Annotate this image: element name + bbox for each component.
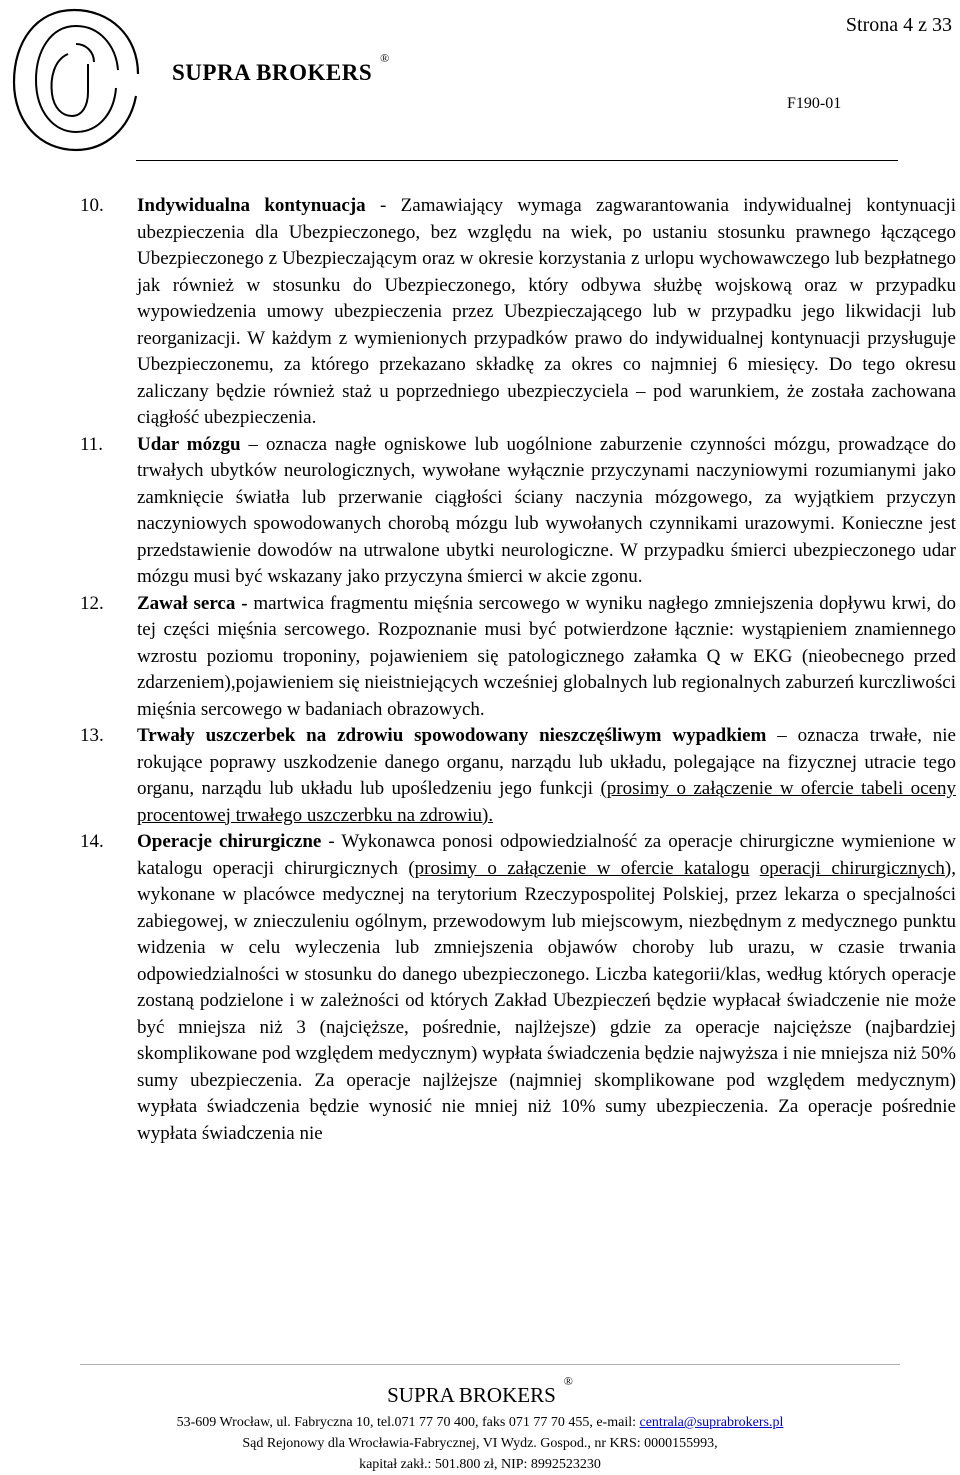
- item-underlined-note-cont: operacji chirurgicznych),: [759, 857, 956, 879]
- item-paragraph: [137, 193, 956, 432]
- footer-divider: [80, 1364, 900, 1365]
- item-paragraph: [137, 432, 956, 591]
- item-paragraph: [137, 829, 956, 1147]
- item-body: – oznacza nagłe ogniskowe lub uogólnione zaburzenie czynności mózgu, prowadzące do trwałych ubytków neurologicznych, wywołane wyłącznie przyczynami naczyniowymi rozumianymi jako zamknięcie światła lub przerwanie ciągłości ściany naczynia mózgowego, za wyjątkiem przyczyn naczyniowych spowodowanych chorobą mózgu lub wywołanych czynnikami urazowymi. Konieczne jest przedstawienie dowodów na utrwalone ubytki neurologiczne. W przypadku śmierci ubezpieczonego udar mózgu musi być wskazany jako przyczyna śmierci w akcie zgonu.: [137, 433, 956, 587]
- item-title: Udar mózgu: [137, 433, 241, 455]
- item-underlined-note: (prosimy o załączenie w ofercie tabeli oceny procentowej trwałego uszczerbku na zdrowiu).: [137, 778, 957, 826]
- footer-brand-name: SUPRA BROKERS: [387, 1383, 556, 1407]
- list-item: [0, 193, 960, 432]
- document-code: F190-01: [787, 95, 842, 112]
- footer-capital-line: kapitał zakł.: 501.800 zł, NIP: 8992523230: [359, 1457, 601, 1472]
- footer-brand: [0, 1374, 960, 1408]
- item-number: 14.: [80, 831, 104, 852]
- footer-court-line: Sąd Rejonowy dla Wrocławia-Fabrycznej, VI Wydz. Gospod., nr KRS: 0000155993,: [242, 1436, 718, 1451]
- footer-email-link[interactable]: centrala@suprabrokers.pl: [639, 1415, 784, 1430]
- page-number: Strona 4 z 33: [845, 14, 952, 36]
- item-paragraph: [137, 723, 956, 829]
- item-spacer: [749, 858, 759, 879]
- list-item: [0, 432, 960, 591]
- stylized-open-circle-logo-icon: [6, 4, 146, 154]
- footer-address: 53-609 Wrocław, ul. Fabryczna 10, tel.071 77 70 400, faks 071 77 70 455, e-mail:: [176, 1415, 640, 1430]
- item-number: 11.: [80, 433, 104, 455]
- item-body: – oznacza trwałe, nie rokujące poprawy uszkodzenie danego organu, narządu lub układu, polegające na fizycznej utracie tego organu, narządu lub układu lub upośledzeniu jego funkcji: [137, 725, 956, 799]
- item-title: Zawał serca -: [137, 592, 248, 614]
- item-title: Operacje chirurgiczne: [137, 831, 322, 852]
- list-item: [0, 591, 960, 724]
- item-number: 13.: [80, 725, 104, 746]
- list-item: [0, 723, 960, 829]
- item-number: 10.: [80, 195, 104, 216]
- registered-mark: ®: [380, 51, 390, 66]
- item-title: Indywidualna kontynuacja: [137, 195, 366, 216]
- footer-address-line: [0, 1415, 960, 1431]
- item-title: Trwały uszczerbek na zdrowiu spowodowany nieszczęśliwym wypadkiem: [137, 725, 767, 746]
- item-underlined-note: (prosimy o załączenie w ofercie katalogu: [408, 857, 750, 879]
- footer-registered-mark: ®: [563, 1374, 573, 1388]
- item-body: martwica fragmentu mięśnia sercowego w wyniku nagłego zmniejszenia dopływu krwi, do tej części mięśnia sercowego. Rozpoznanie musi być potwierdzone łącznie: wystąpieniem znamiennego wzrostu poziomu troponiny, pojawieniem się patologicznego załamka Q w EKG (nieobecnego przed zdarzeniem),pojawieniem się nieistniejących wcześniej globalnych lub regionalnych zaburzeń kurczliwości mięśnia sercowego w badaniach obrazowych.: [137, 592, 956, 720]
- header-divider: [136, 160, 898, 161]
- item-body-intro: - Wykonawca ponosi odpowiedzialność za operacje chirurgiczne wymienione w katalogu operacji chirurgicznych: [137, 831, 956, 879]
- document-body: [0, 193, 960, 1147]
- list-item: [0, 829, 960, 1147]
- item-paragraph: [137, 591, 956, 724]
- item-body: wykonane w placówce medycznej na terytorium Rzeczypospolitej Polskiej, przez lekarza o specjalności zabiegowej, w znieczuleniu ogólnym, przewodowym lub miejscowym, niezbędnym z medycznego punktu widzenia w celu wyleczenia lub zmniejszenia objawów choroby lub urazu, w czasie trwania odpowiedzialności w stosunku do danego ubezpieczonego. Liczba kategorii/klas, według których operacje zostaną podzielone i w zależności od których Zakład Ubezpieczeń będzie wypłacał świadczenie nie może być mniejsza niż 3 (najcięższe, pośrednie, najlżejsze) gdzie za operacje najcięższe (najbardziej skomplikowane pod względem medycznym) wypłata świadczenia będzie najwyższa i nie mniejsza niż 50% sumy ubezpieczenia. Za operacje najlżejsze (najmniej skomplikowane pod względem medycznym) wypłata świadczenia będzie wynosić nie mniej niż 10% sumy ubezpieczenia. Za operacje pośrednie wypłata świadczenia nie: [137, 884, 956, 1144]
- item-number: 12.: [80, 592, 104, 614]
- header-brand-name: SUPRA BROKERS: [172, 60, 373, 85]
- item-body: - Zamawiający wymaga zagwarantowania indywidualnej kontynuacji ubezpieczenia dla Ubezpieczonego, bez względu na wiek, po ustaniu stosunku prawnego łączącego Ubezpieczonego z Ubezpieczającym oraz w okresie korzystania z urlopu wychowawczego lub bezpłatnego jak również w stosunku do Ubezpieczonego, który odbywa służbę wojskową oraz w przypadku wypowiedzenia umowy ubezpieczenia przez Ubezpieczającego lub w przypadku jego likwidacji lub reorganizacji. W każdym z wymienionych przypadków prawo do indywidualnej kontynuacji przysługuje Ubezpieczonemu, za którego przekazano składkę za okres co najmniej 6 miesięcy. Do tego okresu zaliczany będzie również staż u poprzedniego ubezpieczyciela – pod warunkiem, że została zachowana ciągłość ubezpieczenia.: [137, 195, 956, 428]
- header-brand: [172, 51, 390, 86]
